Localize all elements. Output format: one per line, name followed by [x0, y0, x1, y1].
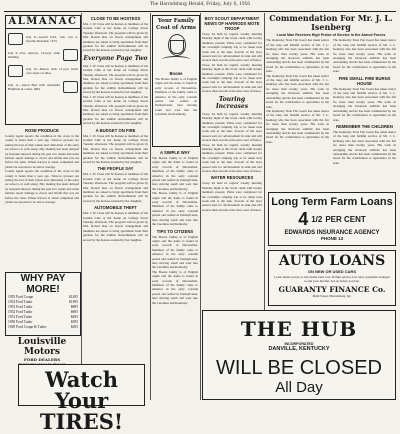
ad-title: AUTO LOANS [278, 253, 386, 269]
column-2 [83, 14, 148, 362]
price-row: 1955 Ford Coupe $1495 [8, 295, 78, 299]
why-pay-more-ad [5, 272, 81, 336]
masthead-rule [4, 11, 396, 12]
article-headline: THE PEOPLE SAY [97, 166, 134, 172]
dealer-name: Louisville Motors [17, 337, 67, 357]
article-body: The Boone family is of English origin and the name is found in early records of Devonshire. Members of the family came to America in the early colonial period and settled in Pennsylvania, later moving south and west into the Carolinas and Kentucky. [152, 234, 198, 270]
article-headline: WATER RESOURCES [210, 175, 254, 181]
article-headline: CLOSE TO BE HOSTESS [90, 16, 141, 21]
article-body: Mrs. J. W. Close will be hostess to members of the Garden Club at her home on College Street Tuesday afternoon. The program will be given by Mrs. Robert Rue on flower arrangement and members are asked to bring specimens from their gardens for the exhibit. Refreshments will be served by the hostess assisted by her daughter. [83, 172, 148, 203]
almanac-entry-text: July 11—Aaron Burr kills Alexander Hamilton in a duel, 1804. [8, 82, 60, 91]
article-body: The Kentucky State Fair board has taken notice of the long and faithful service of Mr. J. L. Isenberg who has been associated with the fair for more than twenty years. His work in arranging the livestock exhibits has been outstanding and he has been commended by the board for his contribution to agriculture in the state. [333, 38, 396, 74]
price-list [6, 295, 80, 330]
article-headline: A BUDGET ON FIRE [95, 127, 136, 133]
coat-of-arms-icon [153, 31, 199, 69]
article-headline: FIRE SMALL FIRE BURNS HOUSE [338, 75, 391, 86]
tires-headline: Watch Your [44, 367, 119, 413]
column-5 [266, 14, 396, 186]
store-name: THE HUB [240, 317, 358, 341]
almanac-sketch-icon [8, 65, 23, 77]
article-body: The Boone family is of English origin and the name is found in early records of Devonshire. Members of the family came to America in the early colonial period and settled in Pennsylvania, later moving south and west into the Carolinas and Kentucky. [152, 156, 198, 191]
closed-notice: WILL BE CLOSED [216, 357, 382, 379]
price-row: 1950 Ford Tudor $395 [8, 320, 78, 324]
almanac-sketch-icon [8, 33, 23, 45]
the-hub-ad [202, 310, 396, 400]
article-body: Troop 64 held its regular weekly meeting Monday night at the Scout cabin with twenty members present. Plans were completed for the overnight camping trip to be taken next week end at the lake. Several of the boys passed tests for advancement in rank and will receive their awards at the next court of honor. [202, 62, 262, 94]
rate-whole: 4 [298, 209, 309, 229]
motors-ad [5, 337, 79, 361]
article-body: Mrs. J. W. Close will be hostess to members of the Garden Club at her home on College Street Tuesday afternoon. The program will be given by Mrs. Robert Rue on flower arrangement and members are asked to bring specimens from their gardens for the exhibit. Refreshments will be served by the hostess assisted by her daughter. [83, 133, 148, 164]
article-headline: Commendation For Mr. J. L. Isenberg [269, 14, 393, 32]
tires-headline-2: TIRES! [39, 409, 124, 434]
almanac-entry [8, 49, 78, 61]
store-incorporated: INCORPORATED [284, 342, 314, 346]
almanac-entry [8, 33, 78, 45]
rate-fraction: 1/2 [311, 215, 323, 224]
article-body: Troop 64 held its regular weekly meeting Monday night at the Scout cabin with twenty members present. Plans were completed for the overnight camping trip to be taken next week end at the lake. Several of the boys passed tests for advancement in rank and will receive their awards at the next court of honor. [202, 111, 262, 143]
column-rule [200, 13, 201, 400]
coat-of-arms-feature [152, 15, 200, 147]
almanac-box [5, 15, 81, 125]
price-row: 1953 Ford Tudor $895 [8, 305, 78, 309]
feature-body: The Boone family is of English origin and the name is found in early records of Devonshire. Members of the family came to America in the early colonial period and settled in Pennsylvania, later moving south and west into the Carolinas and Kentucky. [155, 77, 197, 117]
article-body: The Boone family is of English origin and the name is found in early records of Devonshire. Members of the family came to America in the early colonial period and settled in Pennsylvania, later moving south and west into the Carolinas and Kentucky. [152, 269, 198, 305]
family-name: Boone [169, 71, 183, 76]
ad-body: Loans made on new or late model used cars. Prompt service, low rates, payments arranged to suit your income. See us before you buy. [274, 275, 390, 284]
store-city: DANVILLE, KENTUCKY [268, 346, 330, 352]
article-headline: TIPS TO CITIZENS [156, 228, 194, 234]
article-body: Troop 64 held its regular weekly meeting Monday night at the Scout cabin with twenty members present. Plans were completed for the overnight camping trip to be taken next week end at the lake. Several of the boys passed tests for advancement in rank and will receive their awards at the next court of honor. [202, 32, 262, 63]
almanac-entry-text: July 8—Gerald Ford, who was to become President, 1913. [26, 34, 78, 43]
article-body: Troop 64 held its regular weekly meeting Monday night at the Scout cabin with twenty members present. Plans were completed for the overnight camping trip to be taken next week end at the lake. Several of the boys passed tests for advancement in rank and will receive their awards at the next court of honor. [202, 142, 262, 173]
almanac-entry-text: July 10—Detroit ends 12-year battle over street car lines. [26, 66, 78, 75]
dealer-type: FORD DEALERS [23, 357, 61, 362]
column-1-article [5, 126, 79, 270]
farm-loans-ad [268, 192, 396, 246]
article-body: The Kentucky State Fair board has taken notice of the long and faithful service of Mr. J. L. Isenberg who has been associated with the fair for more than twenty years. His work in arranging the livestock exhibits has been outstanding and he has been commended by the board for his contribution to agriculture in the state. [266, 38, 329, 74]
agency-name: EDWARDS INSURANCE AGENCY [284, 230, 380, 236]
rate-suffix: PER CENT [325, 215, 366, 224]
price-row: 1954 Ford Tudor $1095 [8, 300, 78, 304]
feature-title: Your Family Coat of Arms [155, 18, 197, 31]
article-body: Mrs. J. W. Close will be hostess to members of the Garden Club at her home on College Street Tuesday afternoon. The program will be given by Mrs. Robert Rue on flower arrangement and members are asked to bring specimens from their gardens for the exhibit. Refreshments will be served by the hostess assisted by her daughter. [83, 94, 148, 126]
almanac-sketch-icon [63, 49, 78, 61]
ad-subtitle: ON NEW OR USED CARS [307, 269, 357, 274]
almanac-sketch-icon [63, 81, 78, 93]
article-body: The Boone family is of English origin and the name is found in early records of Devonshire. Members of the family came to America in the early colonial period and settled in Pennsylvania, later moving south and west into the Carolinas and Kentucky. [152, 191, 198, 227]
agency-phone: PHONE 13 [320, 236, 344, 241]
hub-logo [203, 317, 395, 341]
price-row: 1951 Ford Tudor $495 [8, 315, 78, 319]
article-body: County Agent reports the condition of the crops in the county is better than a year ago. Tobacco growers are setting the last of their plants and cultivation of the early set tobacco is well along. Hay making has been delayed by frequent showers during the past two weeks and some farmers report damage to clover and alfalfa that was cut before the rains. Wheat harvest is about completed and yields are reported to be above average. [5, 134, 79, 169]
article-body: Troop 64 held its regular weekly meeting Monday night at the Scout cabin with twenty members present. Plans were completed for the overnight camping trip to be taken next week end at the lake. Several of the boys passed tests for advancement in rank and will receive their awards at the next court of honor. [202, 181, 262, 212]
almanac-entry-text: July 9—Fire destroys 14-story bank building. [8, 50, 60, 59]
almanac-entry [8, 65, 78, 77]
article-headline: AUTOMOBILE THEFT [94, 205, 137, 211]
article-headline: BOY SCOUT DEPARTMENT NEWS OF HARRODS MOTE TROOP [204, 16, 260, 31]
rate-line [269, 209, 395, 230]
company-name: GUARANTY FINANCE Co. [278, 284, 386, 294]
ad-title: Long Term Farm Loans [271, 196, 393, 208]
article-body: Mrs. J. W. Close will be hostess to members of the Garden Club at her home on College Street Tuesday afternoon. The program will be given by Mrs. Robert Rue on flower arrangement and members are asked to bring specimens from their gardens for the exhibit. Refreshments will be served by the hostess assisted by her daughter. [83, 22, 148, 53]
column-rule [81, 13, 82, 400]
price-row: 1952 Ford Tudor $695 [8, 310, 78, 314]
column-rule [150, 13, 151, 400]
auto-loans-ad [268, 250, 396, 306]
article-headline: REMEMBER THE CHILDREN [336, 123, 393, 129]
article-body: The Kentucky State Fair board has taken notice of the long and faithful service of Mr. J. L. Isenberg who has been associated with the fair for more than twenty years. His work in arranging the livestock exhibits has been outstanding and he has been commended by the board for his contribution to agriculture in the state. [266, 73, 329, 109]
article-body: The Kentucky State Fair board has taken notice of the long and faithful service of Mr. J. L. Isenberg who has been associated with the fair for more than twenty years. His work in arranging the livestock exhibits has been outstanding and he has been commended by the board for his contribution to agriculture in the state. [333, 129, 396, 165]
article-headline: ROSE PRODUCE [25, 128, 59, 133]
almanac-entry [8, 81, 78, 93]
article-subheadline: Local Man Receives High Praise of Service in the Armed Forces [276, 33, 386, 37]
column-3 [152, 148, 198, 400]
ad-title: WHY PAY MORE! [20, 273, 66, 295]
section-headline: Everyone Page Two [83, 54, 148, 62]
closed-notice-day: All Day [275, 379, 323, 396]
masthead: The Harrodsburg Herald, Friday, July 6, 1956 [149, 2, 251, 7]
price-row: 1949 Ford Coupe & Tudor $295 [8, 325, 78, 329]
article-body: The Kentucky State Fair board has taken notice of the long and faithful service of Mr. J. L. Isenberg who has been associated with the fair for more than twenty years. His work in arranging the livestock exhibits has been outstanding and he has been commended by the board for his contribution to agriculture in the state. [266, 108, 329, 144]
article-body: The Kentucky State Fair board has taken notice of the long and faithful service of Mr. J. L. Isenberg who has been associated with the fair for more than twenty years. His work in arranging the livestock exhibits has been outstanding and he has been commended by the board for his contribution to agriculture in the state. [333, 86, 396, 122]
article-body: County Agent reports the condition of the crops in the county is better than a year ago. Tobacco growers are setting the last of their plants and cultivation of the early set tobacco is well along. Hay making has been delayed by frequent showers during the past two weeks and some farmers report damage to clover and alfalfa that was cut before the rains. Wheat harvest is about completed and yields are reported to be above average. [5, 169, 79, 205]
column-4 [202, 14, 262, 314]
company-address: Main Street, Harrodsburg, Ky. [312, 293, 352, 298]
section-headline: Touring Increases [215, 95, 249, 110]
almanac-title: ALMANAC [6, 16, 80, 29]
article-body: Mrs. J. W. Close will be hostess to members of the Garden Club at her home on College Street Tuesday afternoon. The program will be given by Mrs. Robert Rue on flower arrangement and members are asked to bring specimens from their gardens for the exhibit. Refreshments will be served by the hostess assisted by her daughter. [83, 211, 148, 242]
article-body: Mrs. J. W. Close will be hostess to members of the Garden Club at her home on College Street Tuesday afternoon. The program will be given by Mrs. Robert Rue on flower arrangement and members are asked to bring specimens from their gardens for the exhibit. Refreshments will be served by the hostess assisted by her daughter. [83, 63, 148, 95]
article-headline: A SIMPLE WAY [160, 150, 190, 155]
